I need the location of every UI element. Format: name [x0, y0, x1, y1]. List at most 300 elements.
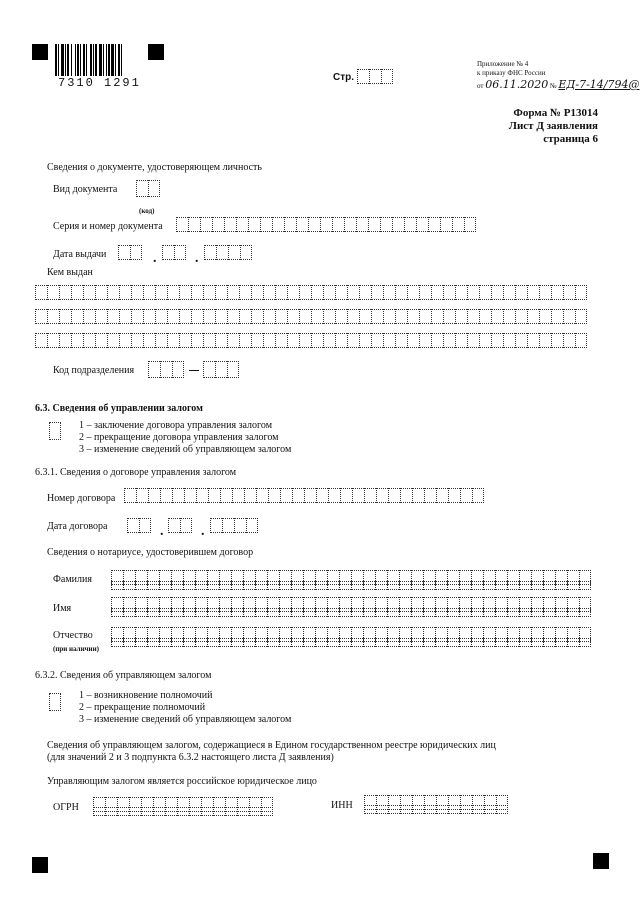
char-cell[interactable]: [153, 807, 165, 816]
char-cell[interactable]: [208, 488, 220, 503]
char-cell[interactable]: [255, 608, 267, 617]
char-cell[interactable]: [119, 333, 131, 348]
char-cell[interactable]: [435, 608, 447, 617]
char-cell[interactable]: [171, 608, 183, 617]
char-cell[interactable]: [423, 638, 435, 647]
char-cell[interactable]: [323, 309, 335, 324]
char-cell[interactable]: [304, 488, 316, 503]
surname-boxes-row-2[interactable]: [111, 581, 591, 590]
char-cell[interactable]: [107, 309, 119, 324]
char-cell[interactable]: [219, 638, 231, 647]
char-cell[interactable]: [472, 488, 484, 503]
char-cell[interactable]: [347, 309, 359, 324]
char-cell[interactable]: [460, 488, 472, 503]
char-cell[interactable]: [527, 309, 539, 324]
char-cell[interactable]: [203, 361, 215, 378]
char-cell[interactable]: [443, 309, 455, 324]
char-cell[interactable]: [455, 309, 467, 324]
char-cell[interactable]: [507, 638, 519, 647]
char-cell[interactable]: [371, 285, 383, 300]
char-cell[interactable]: [123, 581, 135, 590]
char-cell[interactable]: [280, 488, 292, 503]
char-cell[interactable]: [35, 309, 47, 324]
issued-by-boxes-row-2[interactable]: [35, 309, 587, 324]
char-cell[interactable]: [207, 608, 219, 617]
char-cell[interactable]: [292, 488, 304, 503]
char-cell[interactable]: [551, 285, 563, 300]
char-cell[interactable]: [267, 638, 279, 647]
char-cell[interactable]: [299, 333, 311, 348]
char-cell[interactable]: [191, 285, 203, 300]
char-cell[interactable]: [448, 488, 460, 503]
char-cell[interactable]: [407, 309, 419, 324]
char-cell[interactable]: [483, 608, 495, 617]
char-cell[interactable]: [180, 518, 192, 533]
char-cell[interactable]: [363, 608, 375, 617]
char-cell[interactable]: [207, 581, 219, 590]
char-cell[interactable]: [215, 333, 227, 348]
char-cell[interactable]: [399, 608, 411, 617]
char-cell[interactable]: [135, 608, 147, 617]
char-cell[interactable]: [165, 807, 177, 816]
char-cell[interactable]: [364, 488, 376, 503]
char-cell[interactable]: [464, 217, 476, 232]
char-cell[interactable]: [459, 608, 471, 617]
char-cell[interactable]: [448, 805, 460, 814]
char-cell[interactable]: [484, 805, 496, 814]
issue-date-year-boxes[interactable]: [204, 245, 252, 260]
char-cell[interactable]: [359, 285, 371, 300]
char-cell[interactable]: [239, 333, 251, 348]
char-cell[interactable]: [323, 285, 335, 300]
char-cell[interactable]: [479, 309, 491, 324]
char-cell[interactable]: [111, 638, 123, 647]
char-cell[interactable]: [412, 805, 424, 814]
char-cell[interactable]: [375, 581, 387, 590]
char-cell[interactable]: [399, 638, 411, 647]
char-cell[interactable]: [105, 807, 117, 816]
char-cell[interactable]: [131, 309, 143, 324]
char-cell[interactable]: [176, 217, 188, 232]
char-cell[interactable]: [167, 285, 179, 300]
char-cell[interactable]: [507, 608, 519, 617]
char-cell[interactable]: [471, 638, 483, 647]
section-6-3-2-value-box[interactable]: [49, 693, 61, 711]
char-cell[interactable]: [124, 488, 136, 503]
char-cell[interactable]: [447, 581, 459, 590]
char-cell[interactable]: [411, 608, 423, 617]
char-cell[interactable]: [315, 608, 327, 617]
char-cell[interactable]: [236, 217, 248, 232]
char-cell[interactable]: [183, 608, 195, 617]
char-cell[interactable]: [107, 333, 119, 348]
char-cell[interactable]: [135, 638, 147, 647]
char-cell[interactable]: [515, 333, 527, 348]
char-cell[interactable]: [93, 807, 105, 816]
char-cell[interactable]: [551, 333, 563, 348]
char-cell[interactable]: [411, 638, 423, 647]
char-cell[interactable]: [159, 581, 171, 590]
char-cell[interactable]: [160, 361, 172, 378]
char-cell[interactable]: [177, 807, 189, 816]
char-cell[interactable]: [467, 285, 479, 300]
char-cell[interactable]: [339, 608, 351, 617]
char-cell[interactable]: [263, 285, 275, 300]
series-number-boxes[interactable]: [176, 217, 476, 232]
char-cell[interactable]: [531, 638, 543, 647]
char-cell[interactable]: [387, 608, 399, 617]
char-cell[interactable]: [95, 333, 107, 348]
char-cell[interactable]: [543, 581, 555, 590]
char-cell[interactable]: [392, 217, 404, 232]
inn-boxes-row-2[interactable]: [364, 805, 508, 814]
char-cell[interactable]: [383, 309, 395, 324]
char-cell[interactable]: [555, 638, 567, 647]
char-cell[interactable]: [123, 638, 135, 647]
char-cell[interactable]: [59, 333, 71, 348]
char-cell[interactable]: [404, 217, 416, 232]
char-cell[interactable]: [351, 581, 363, 590]
char-cell[interactable]: [95, 309, 107, 324]
char-cell[interactable]: [255, 638, 267, 647]
char-cell[interactable]: [431, 333, 443, 348]
char-cell[interactable]: [224, 217, 236, 232]
char-cell[interactable]: [527, 333, 539, 348]
contract-date-year-boxes[interactable]: [210, 518, 258, 533]
char-cell[interactable]: [231, 608, 243, 617]
char-cell[interactable]: [455, 285, 467, 300]
issue-date-month-boxes[interactable]: [162, 245, 186, 260]
char-cell[interactable]: [201, 807, 213, 816]
issued-by-boxes-row-1[interactable]: [35, 285, 587, 300]
issued-by-boxes-row-3[interactable]: [35, 333, 587, 348]
char-cell[interactable]: [251, 333, 263, 348]
char-cell[interactable]: [213, 807, 225, 816]
char-cell[interactable]: [268, 488, 280, 503]
char-cell[interactable]: [147, 638, 159, 647]
char-cell[interactable]: [531, 581, 543, 590]
char-cell[interactable]: [248, 217, 260, 232]
char-cell[interactable]: [179, 309, 191, 324]
char-cell[interactable]: [179, 333, 191, 348]
char-cell[interactable]: [303, 608, 315, 617]
char-cell[interactable]: [340, 488, 352, 503]
char-cell[interactable]: [519, 608, 531, 617]
char-cell[interactable]: [246, 518, 258, 533]
char-cell[interactable]: [129, 807, 141, 816]
char-cell[interactable]: [291, 581, 303, 590]
char-cell[interactable]: [243, 608, 255, 617]
char-cell[interactable]: [376, 805, 388, 814]
char-cell[interactable]: [207, 638, 219, 647]
char-cell[interactable]: [479, 333, 491, 348]
char-cell[interactable]: [191, 333, 203, 348]
char-cell[interactable]: [136, 488, 148, 503]
char-cell[interactable]: [424, 488, 436, 503]
char-cell[interactable]: [483, 638, 495, 647]
char-cell[interactable]: [215, 361, 227, 378]
char-cell[interactable]: [127, 518, 139, 533]
char-cell[interactable]: [447, 638, 459, 647]
char-cell[interactable]: [320, 217, 332, 232]
char-cell[interactable]: [287, 309, 299, 324]
char-cell[interactable]: [423, 608, 435, 617]
char-cell[interactable]: [383, 333, 395, 348]
char-cell[interactable]: [227, 361, 239, 378]
char-cell[interactable]: [507, 581, 519, 590]
char-cell[interactable]: [263, 309, 275, 324]
char-cell[interactable]: [275, 333, 287, 348]
char-cell[interactable]: [332, 217, 344, 232]
char-cell[interactable]: [117, 807, 129, 816]
char-cell[interactable]: [436, 805, 448, 814]
char-cell[interactable]: [59, 309, 71, 324]
char-cell[interactable]: [383, 285, 395, 300]
char-cell[interactable]: [219, 581, 231, 590]
char-cell[interactable]: [440, 217, 452, 232]
char-cell[interactable]: [183, 581, 195, 590]
char-cell[interactable]: [352, 488, 364, 503]
char-cell[interactable]: [195, 638, 207, 647]
char-cell[interactable]: [471, 581, 483, 590]
char-cell[interactable]: [323, 333, 335, 348]
char-cell[interactable]: [210, 518, 222, 533]
char-cell[interactable]: [423, 581, 435, 590]
char-cell[interactable]: [315, 581, 327, 590]
char-cell[interactable]: [228, 245, 240, 260]
char-cell[interactable]: [419, 285, 431, 300]
char-cell[interactable]: [335, 309, 347, 324]
char-cell[interactable]: [503, 285, 515, 300]
char-cell[interactable]: [215, 285, 227, 300]
char-cell[interactable]: [275, 309, 287, 324]
char-cell[interactable]: [447, 608, 459, 617]
char-cell[interactable]: [143, 285, 155, 300]
char-cell[interactable]: [459, 581, 471, 590]
page-number-boxes[interactable]: [357, 69, 393, 84]
char-cell[interactable]: [412, 488, 424, 503]
char-cell[interactable]: [387, 638, 399, 647]
char-cell[interactable]: [159, 638, 171, 647]
char-cell[interactable]: [168, 518, 180, 533]
char-cell[interactable]: [435, 581, 447, 590]
char-cell[interactable]: [428, 217, 440, 232]
char-cell[interactable]: [284, 217, 296, 232]
char-cell[interactable]: [174, 245, 186, 260]
char-cell[interactable]: [315, 638, 327, 647]
char-cell[interactable]: [119, 309, 131, 324]
char-cell[interactable]: [339, 638, 351, 647]
dept-code-boxes-part-1[interactable]: [148, 361, 184, 378]
char-cell[interactable]: [83, 333, 95, 348]
char-cell[interactable]: [172, 361, 184, 378]
char-cell[interactable]: [159, 608, 171, 617]
char-cell[interactable]: [371, 333, 383, 348]
char-cell[interactable]: [531, 608, 543, 617]
char-cell[interactable]: [335, 285, 347, 300]
char-cell[interactable]: [263, 333, 275, 348]
char-cell[interactable]: [111, 581, 123, 590]
char-cell[interactable]: [237, 807, 249, 816]
char-cell[interactable]: [579, 638, 591, 647]
char-cell[interactable]: [203, 333, 215, 348]
char-cell[interactable]: [543, 608, 555, 617]
char-cell[interactable]: [131, 285, 143, 300]
doc-type-code-boxes[interactable]: [136, 180, 160, 197]
name-boxes-row-2[interactable]: [111, 608, 591, 617]
char-cell[interactable]: [239, 309, 251, 324]
char-cell[interactable]: [141, 807, 153, 816]
char-cell[interactable]: [452, 217, 464, 232]
char-cell[interactable]: [344, 217, 356, 232]
char-cell[interactable]: [162, 245, 174, 260]
char-cell[interactable]: [495, 638, 507, 647]
char-cell[interactable]: [35, 333, 47, 348]
char-cell[interactable]: [183, 638, 195, 647]
char-cell[interactable]: [364, 805, 376, 814]
char-cell[interactable]: [123, 608, 135, 617]
char-cell[interactable]: [216, 245, 228, 260]
char-cell[interactable]: [261, 807, 273, 816]
char-cell[interactable]: [519, 581, 531, 590]
char-cell[interactable]: [189, 807, 201, 816]
char-cell[interactable]: [147, 581, 159, 590]
char-cell[interactable]: [222, 518, 234, 533]
char-cell[interactable]: [155, 285, 167, 300]
char-cell[interactable]: [363, 638, 375, 647]
char-cell[interactable]: [272, 217, 284, 232]
char-cell[interactable]: [395, 285, 407, 300]
char-cell[interactable]: [388, 488, 400, 503]
char-cell[interactable]: [219, 608, 231, 617]
char-cell[interactable]: [143, 309, 155, 324]
char-cell[interactable]: [351, 638, 363, 647]
char-cell[interactable]: [496, 805, 508, 814]
char-cell[interactable]: [416, 217, 428, 232]
char-cell[interactable]: [327, 638, 339, 647]
char-cell[interactable]: [251, 285, 263, 300]
char-cell[interactable]: [155, 309, 167, 324]
char-cell[interactable]: [491, 309, 503, 324]
contract-date-month-boxes[interactable]: [168, 518, 192, 533]
char-cell[interactable]: [503, 309, 515, 324]
char-cell[interactable]: [371, 309, 383, 324]
char-cell[interactable]: [363, 581, 375, 590]
char-cell[interactable]: [436, 488, 448, 503]
char-cell[interactable]: [359, 333, 371, 348]
char-cell[interactable]: [467, 309, 479, 324]
char-cell[interactable]: [251, 309, 263, 324]
char-cell[interactable]: [231, 581, 243, 590]
char-cell[interactable]: [71, 333, 83, 348]
char-cell[interactable]: [483, 581, 495, 590]
char-cell[interactable]: [148, 361, 160, 378]
char-cell[interactable]: [359, 309, 371, 324]
char-cell[interactable]: [303, 638, 315, 647]
ogrn-boxes-row-2[interactable]: [93, 807, 273, 816]
char-cell[interactable]: [351, 608, 363, 617]
char-cell[interactable]: [147, 608, 159, 617]
char-cell[interactable]: [256, 488, 268, 503]
char-cell[interactable]: [232, 488, 244, 503]
char-cell[interactable]: [231, 638, 243, 647]
char-cell[interactable]: [467, 333, 479, 348]
char-cell[interactable]: [519, 638, 531, 647]
char-cell[interactable]: [267, 608, 279, 617]
char-cell[interactable]: [171, 581, 183, 590]
char-cell[interactable]: [395, 333, 407, 348]
char-cell[interactable]: [35, 285, 47, 300]
section-6-3-value-box[interactable]: [49, 422, 61, 440]
char-cell[interactable]: [83, 285, 95, 300]
char-cell[interactable]: [249, 807, 261, 816]
char-cell[interactable]: [299, 285, 311, 300]
char-cell[interactable]: [539, 309, 551, 324]
char-cell[interactable]: [579, 581, 591, 590]
char-cell[interactable]: [225, 807, 237, 816]
char-cell[interactable]: [479, 285, 491, 300]
char-cell[interactable]: [83, 309, 95, 324]
char-cell[interactable]: [143, 333, 155, 348]
char-cell[interactable]: [107, 285, 119, 300]
char-cell[interactable]: [460, 805, 472, 814]
char-cell[interactable]: [239, 285, 251, 300]
char-cell[interactable]: [220, 488, 232, 503]
char-cell[interactable]: [184, 488, 196, 503]
char-cell[interactable]: [203, 285, 215, 300]
char-cell[interactable]: [47, 333, 59, 348]
char-cell[interactable]: [204, 245, 216, 260]
char-cell[interactable]: [255, 581, 267, 590]
char-cell[interactable]: [167, 333, 179, 348]
char-cell[interactable]: [455, 333, 467, 348]
char-cell[interactable]: [311, 333, 323, 348]
contract-number-boxes[interactable]: [124, 488, 484, 503]
char-cell[interactable]: [95, 285, 107, 300]
char-cell[interactable]: [212, 217, 224, 232]
char-cell[interactable]: [380, 217, 392, 232]
char-cell[interactable]: [431, 285, 443, 300]
char-cell[interactable]: [563, 333, 575, 348]
char-cell[interactable]: [279, 638, 291, 647]
char-cell[interactable]: [167, 309, 179, 324]
char-cell[interactable]: [234, 518, 246, 533]
char-cell[interactable]: [316, 488, 328, 503]
char-cell[interactable]: [539, 285, 551, 300]
char-cell[interactable]: [227, 285, 239, 300]
char-cell[interactable]: [387, 581, 399, 590]
char-cell[interactable]: [267, 581, 279, 590]
char-cell[interactable]: [131, 333, 143, 348]
char-cell[interactable]: [188, 217, 200, 232]
char-cell[interactable]: [47, 285, 59, 300]
char-cell[interactable]: [279, 608, 291, 617]
char-cell[interactable]: [47, 309, 59, 324]
char-cell[interactable]: [130, 245, 142, 260]
char-cell[interactable]: [435, 638, 447, 647]
char-cell[interactable]: [148, 488, 160, 503]
char-cell[interactable]: [347, 333, 359, 348]
char-cell[interactable]: [135, 581, 147, 590]
contract-date-day-boxes[interactable]: [127, 518, 151, 533]
char-cell[interactable]: [567, 608, 579, 617]
char-cell[interactable]: [563, 309, 575, 324]
char-cell[interactable]: [191, 309, 203, 324]
char-cell[interactable]: [311, 285, 323, 300]
char-cell[interactable]: [495, 608, 507, 617]
char-cell[interactable]: [472, 805, 484, 814]
char-cell[interactable]: [471, 608, 483, 617]
